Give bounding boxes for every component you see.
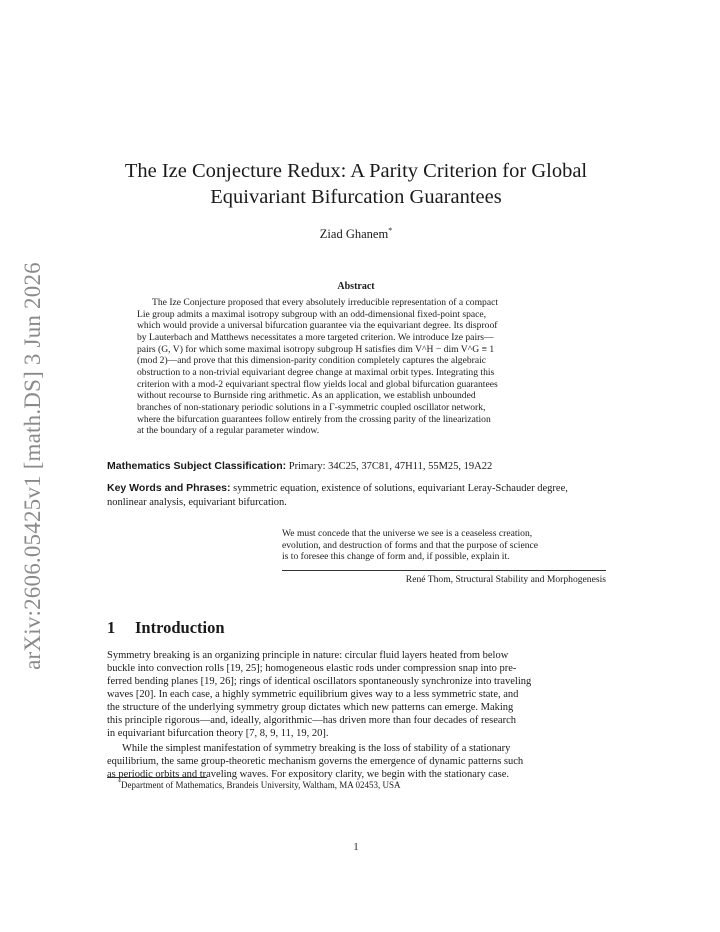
abstract-line: without recourse to Burnside ring arithmetic. As an application, we establish unbounded [137,390,476,402]
title-line-1: The Ize Conjecture Redux: A Parity Criterion for Global [124,160,588,182]
abstract-line: which would provide a universal bifurcation guarantee via the equivariant degree. Its disproof [137,320,498,332]
abstract-line: by Lauterbach and Matthews necessitates a more targeted criterion. We introduce Ize pairs— [137,331,494,343]
msc-label: Mathematics Subject Classification: [107,460,287,472]
keywords [107,482,609,509]
abstract-line: Lie group admits a maximal isotropy subgroup with an odd-dimensional fixed-point space, [137,308,487,320]
keywords-text: symmetric equation, existence of solutions, equivariant Leray-Schauder degree, nonlinear analysis, equivariant bifurcation. [107,483,568,508]
abstract-line: obstruction to a non-trivial equivariant degree change at maximal orbit types. Integrating this [137,366,495,378]
paragraph-2 [107,742,607,781]
epigraph-line: We must concede that the universe we see is a ceaseless creation, [282,528,533,539]
section-heading [107,618,225,638]
footnote-marker: * [118,780,121,786]
paper-title [100,158,612,210]
arxiv-stamp [18,256,48,676]
paragraph-line: the structure of the underlying symmetry group dictates which new patterns can emerge. Making [107,702,514,714]
abstract-line: at the boundary of a regular parameter window. [137,425,320,437]
paragraph-1 [107,649,607,740]
epigraph-line: evolution, and destruction of forms and that the purpose of science [282,539,539,551]
epigraph-quote [282,528,604,563]
paragraph-line: ferred bending planes [19, 26]; rings of identical oscillators spontaneously synchronize into traveling [107,676,532,688]
section-number: 1 [107,618,116,637]
abstract-line: (mod 2)—and prove that this dimension-parity condition completely captures the algebraic [137,355,487,367]
paragraph-line: as periodic orbits and traveling waves. For expository clarity, we begin with the stationary case. [107,769,509,781]
section-title: Introduction [135,618,225,637]
paragraph-line: While the simplest manifestation of symmetry breaking is the loss of stability of a stationary [122,743,511,754]
epigraph-attribution: René Thom, Structural Stability and Morphogenesis [405,574,606,585]
author-line [100,226,612,242]
abstract-line: where the bifurcation guarantees follow entirely from the crossing parity of the linearization [137,413,491,425]
epigraph-rule [282,570,606,571]
abstract-line: criterion with a mod-2 equivariant spectral flow yields local and global bifurcation guarantees [137,378,498,390]
paragraph-line: equilibrium, the same group-theoretic mechanism governs the emergence of dynamic patterns such [107,756,524,768]
page-number: 1 [353,842,359,853]
abstract-line: The Ize Conjecture proposed that every absolutely irreducible representation of a compact [152,297,499,308]
author-footnote-marker: * [388,226,393,235]
paragraph-line: buckle into convection rolls [19, 25]; homogeneous elastic rods under compression snap into pre- [107,663,517,675]
abstract-body [137,297,577,437]
paragraph-line: Symmetry breaking is an organizing principle in nature: circular fluid layers heated from below [107,650,509,661]
keywords-label: Key Words and Phrases: [107,482,231,494]
title-line-2: Equivariant Bifurcation Guarantees [210,186,502,208]
footnote-rule [107,777,207,778]
epigraph-line: is to foresee this change of form and, if possible, explain it. [282,551,510,563]
msc-codes: Primary: 34C25, 37C81, 47H11, 55M25, 19A22 [288,461,493,472]
author-name: Ziad Ghanem [319,227,389,242]
abstract-line: pairs (G, V) for which some maximal isotropy subgroup H satisfies dim V^H − dim V^G ≡ 1 [137,343,495,355]
abstract-line: branches of non-stationary periodic solutions in a Γ-symmetric coupled oscillator network, [137,401,486,413]
paragraph-line: waves [20]. In each case, a highly symmetric equilibrium gives way to a less symmetric state, and [107,689,519,701]
footnote [118,780,400,790]
arxiv-stamp-text: arXiv:2606.05425v1 [math.DS] 3 Jun 2026 [20,262,45,670]
abstract-heading: Abstract [337,281,375,292]
footnote-text: Department of Mathematics, Brandeis University, Waltham, MA 02453, USA [121,780,401,790]
msc-classification [107,460,607,473]
paragraph-line: this principle rigorous—and, ideally, algorithmic—has driven more than four decades of research [107,715,516,727]
paragraph-line: in equivariant bifurcation theory [7, 8, 9, 11, 19, 20]. [107,728,329,740]
